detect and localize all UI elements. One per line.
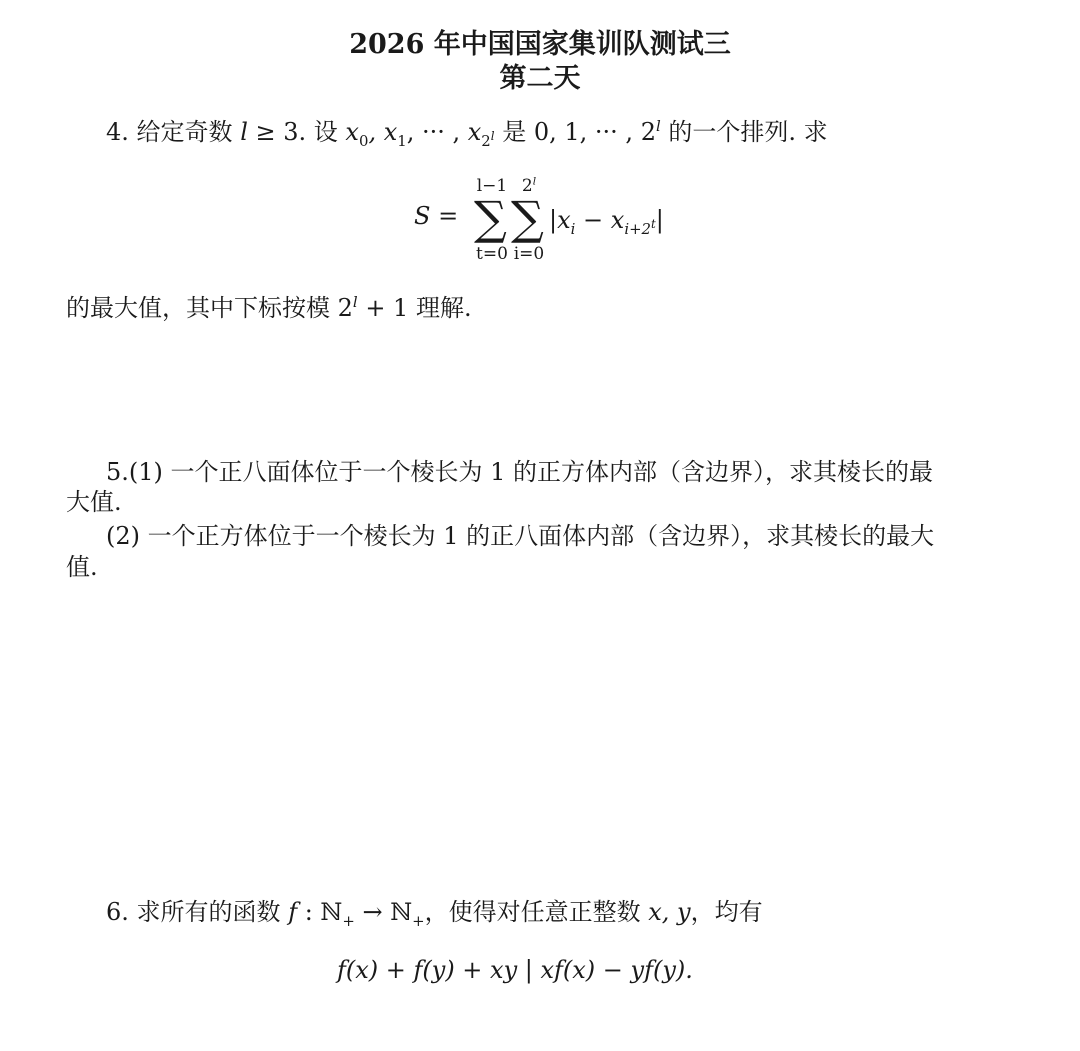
problem-5-part-1-line-2: 大值.	[66, 488, 122, 516]
sum1-lower: t=0	[476, 244, 508, 264]
exam-title: 2026 年中国国家集训队测试三	[349, 29, 731, 60]
sum2-lower: i=0	[513, 244, 545, 264]
sequence: $x_0$, $x_1$, ··· , $x_{2^l}$	[345, 118, 495, 150]
problem-6-statement: 6. 求所有的函数 f : ℕ$_+$ → ℕ$_+$，使得对任意正整数 x, y，均有	[106, 898, 763, 930]
problem-5-part-1-line-1: 5.(1) 一个正八面体位于一个棱长为 1 的正方体内部（含边界），求其棱长的最	[106, 458, 934, 486]
problem-4-tail: 的最大值，其中下标按模 $2^l + 1$ 理解.	[66, 293, 472, 322]
problem-6-equation: f(x) + f(y) + xy | xf(x) − yf(y).	[337, 956, 693, 984]
equation-lhs: S =	[414, 202, 459, 230]
problem-number: 4.	[106, 118, 129, 146]
problem-4-statement: 4. 给定奇数 l ≥ 3. 设 $x_0$, $x_1$, ··· , $x_{2^l}$ 是 0, 1, ··· , 2$^l$ 的一个排列. 求	[106, 117, 828, 150]
permutation-range: 0, 1, ··· , 2$^l$	[533, 117, 661, 146]
sum1-upper: l−1	[476, 176, 508, 196]
problem-5-part-2-line-1: (2) 一个正方体位于一个棱长为 1 的正八面体内部（含边界），求其棱长的最大	[106, 522, 935, 550]
problem-5-part-2-line-2: 值.	[66, 553, 98, 581]
summand: $|x_i - x_{i+2^t}|$	[549, 206, 664, 238]
sum2-upper: 2$^l$	[521, 175, 537, 196]
sum2-sigma: ∑	[511, 191, 544, 245]
problem-number: 6.	[106, 898, 129, 926]
exam-subtitle: 第二天	[499, 63, 581, 94]
sum1-sigma: ∑	[474, 191, 507, 245]
